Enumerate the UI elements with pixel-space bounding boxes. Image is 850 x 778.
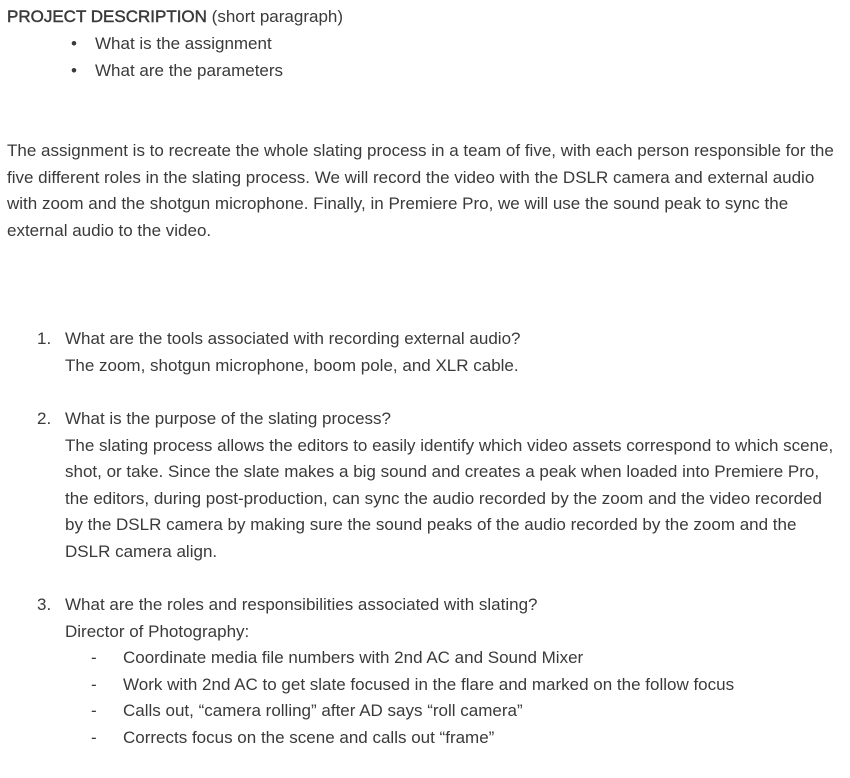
bullet-list: [7, 30, 843, 84]
question-text: What are the roles and responsibilities associated with slating?: [65, 595, 538, 614]
question-item: [7, 592, 843, 751]
question-item: [7, 406, 843, 565]
question-text: What are the tools associated with recording external audio?: [65, 329, 521, 348]
role-duty-item: [91, 725, 843, 752]
bullet-text: What are the parameters: [95, 61, 284, 80]
role-duty-text: Work with 2nd AC to get slate focused in the flare and marked on the follow focus: [123, 674, 735, 694]
role-duty-list: [65, 645, 843, 751]
heading: [7, 3, 843, 30]
question-item: [7, 326, 843, 379]
answer-text: The zoom, shotgun microphone, boom pole, and XLR cable.: [65, 355, 519, 375]
role-duty-item: [91, 698, 843, 725]
question-number: 1.: [37, 329, 52, 348]
bullet-dot-icon: •: [71, 34, 77, 53]
question-number: 3.: [37, 595, 52, 614]
bullet-text: What is the assignment: [95, 34, 272, 53]
bullet-item: [67, 30, 843, 57]
document: [7, 3, 843, 778]
answer-text: Director of Photography:: [65, 621, 250, 641]
dash-icon: -: [91, 648, 97, 667]
question-list: [7, 326, 843, 751]
bullet-dot-icon: •: [71, 61, 77, 80]
question-number: 2.: [37, 409, 52, 428]
dash-icon: -: [91, 701, 97, 720]
role-duty-text: Calls out, “camera rolling” after AD says “roll camera”: [123, 701, 523, 720]
dash-icon: -: [91, 727, 97, 747]
heading-subtitle: (short paragraph): [211, 7, 344, 26]
heading-title: PROJECT DESCRIPTION: [7, 7, 207, 26]
bullet-item: [67, 57, 843, 84]
role-duty-item: [91, 645, 843, 672]
question-text: What is the purpose of the slating process?: [65, 409, 392, 428]
answer-text: The slating process allows the editors to easily identify which video assets correspond to which scene, shot, or take. Since the slate makes a big sound and creates a peak when loaded into Premiere Pro, the editors, during post-production, can sync the audio recorded by the zoom and the video recorded by the DSLR camera by making sure the sound peaks of the audio recorded by the zoom and the DSLR camera align.: [65, 435, 834, 561]
role-duty-text: Coordinate media file numbers with 2nd AC and Sound Mixer: [123, 648, 584, 667]
dash-icon: -: [91, 674, 97, 694]
role-duty-item: [91, 672, 843, 699]
assignment-paragraph: The assignment is to recreate the whole slating process in a team of five, with each person responsible for the five different roles in the slating process. We will record the video with the DSLR camera and external audio with zoom and the shotgun microphone. Finally, in Premiere Pro, we will use the sound peak to sync the external audio to the video.: [7, 141, 834, 240]
role-duty-text: Corrects focus on the scene and calls out “frame”: [123, 727, 495, 747]
